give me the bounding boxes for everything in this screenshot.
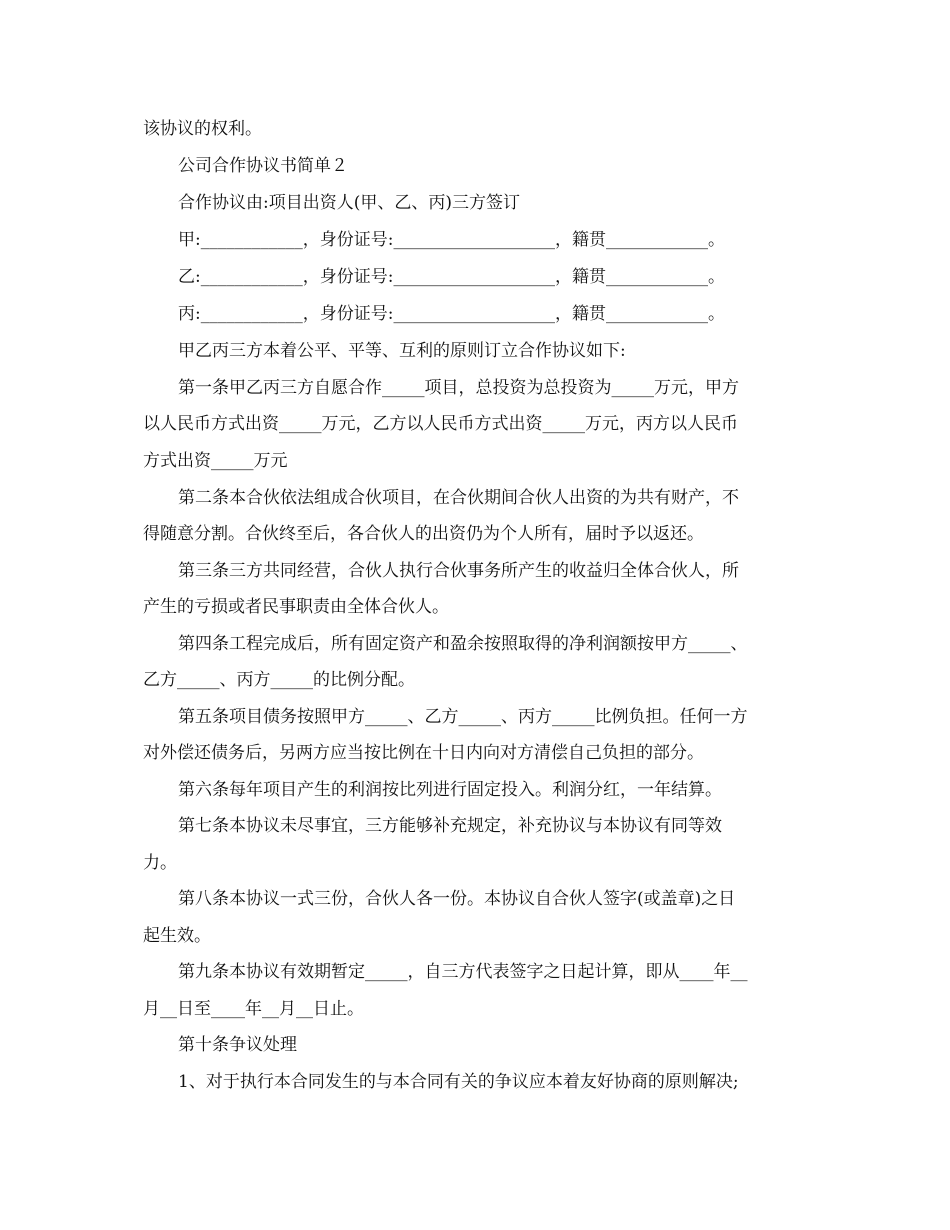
text-line: 乙方_____、丙方_____的比例分配。	[143, 670, 415, 690]
text-line: 甲乙丙三方本着公平、平等、互利的原则订立合作协议如下:	[178, 341, 626, 361]
text-line: 产生的亏损或者民事职责由全体合伙人。	[143, 597, 449, 617]
article-8-line: 第八条本协议一式三份，合伙人各一份。本协议自合伙人签字(或盖章)之日	[178, 889, 736, 909]
article-5-line: 第五条项目债务按照甲方_____、乙方_____、丙方_____比例负担。任何一方	[178, 707, 748, 727]
article-2-line: 第二条本合伙依法组成合伙项目，在合伙期间合伙人出资的为共有财产，不	[178, 488, 739, 508]
text-line: 以人民币方式出资_____万元，乙方以人民币方式出资_____万元，丙方以人民币	[143, 414, 738, 434]
text-line: 合作协议由:项目出资人(甲、乙、丙)三方签订	[178, 193, 520, 213]
section-title: 公司合作协议书简单２	[178, 156, 348, 176]
article-1-line: 第一条甲乙丙三方自愿合作_____项目，总投资为总投资为_____万元，甲方	[178, 378, 739, 398]
text-line: 对外偿还债务后，另两方应当按比例在十日内向对方清偿自己负担的部分。	[143, 743, 704, 763]
article-3-line: 第三条三方共同经营，合伙人执行合伙事务所产生的收益归全体合伙人，所	[178, 561, 739, 581]
text-line: 起生效。	[143, 926, 211, 946]
article-6-line: 第六条每年项目产生的利润按比列进行固定投入。利润分红，一年结算。	[178, 780, 722, 800]
text-line: 该协议的权利。	[143, 119, 262, 139]
article-9-line: 第九条本协议有效期暂定_____，自三方代表签字之日起计算，即从____年__	[178, 962, 748, 982]
article-4-line: 第四条工程完成后，所有固定资产和盈余按照取得的净利润额按甲方_____、	[178, 634, 748, 654]
text-line: 方式出资_____万元	[143, 451, 288, 471]
party-b-line: 乙:____________，身份证号:___________________，籍贯____________。	[178, 267, 725, 287]
text-line: 力。	[143, 853, 177, 873]
party-c-line: 丙:____________，身份证号:___________________，籍贯____________。	[178, 304, 725, 324]
article-7-line: 第七条本协议未尽事宜，三方能够补充规定，补充协议与本协议有同等效	[178, 816, 722, 836]
text-line: 得随意分割。合伙终至后，各合伙人的出资仍为个人所有，届时予以返还。	[143, 524, 704, 544]
party-a-line: 甲:____________，身份证号:___________________，籍贯____________。	[178, 230, 725, 250]
article-10-line: 第十条争议处理	[178, 1035, 297, 1055]
text-line: 月__日至____年__月__日止。	[143, 999, 364, 1019]
text-line: 1、对于执行本合同发生的与本合同有关的争议应本着友好协商的原则解决;	[178, 1072, 739, 1092]
